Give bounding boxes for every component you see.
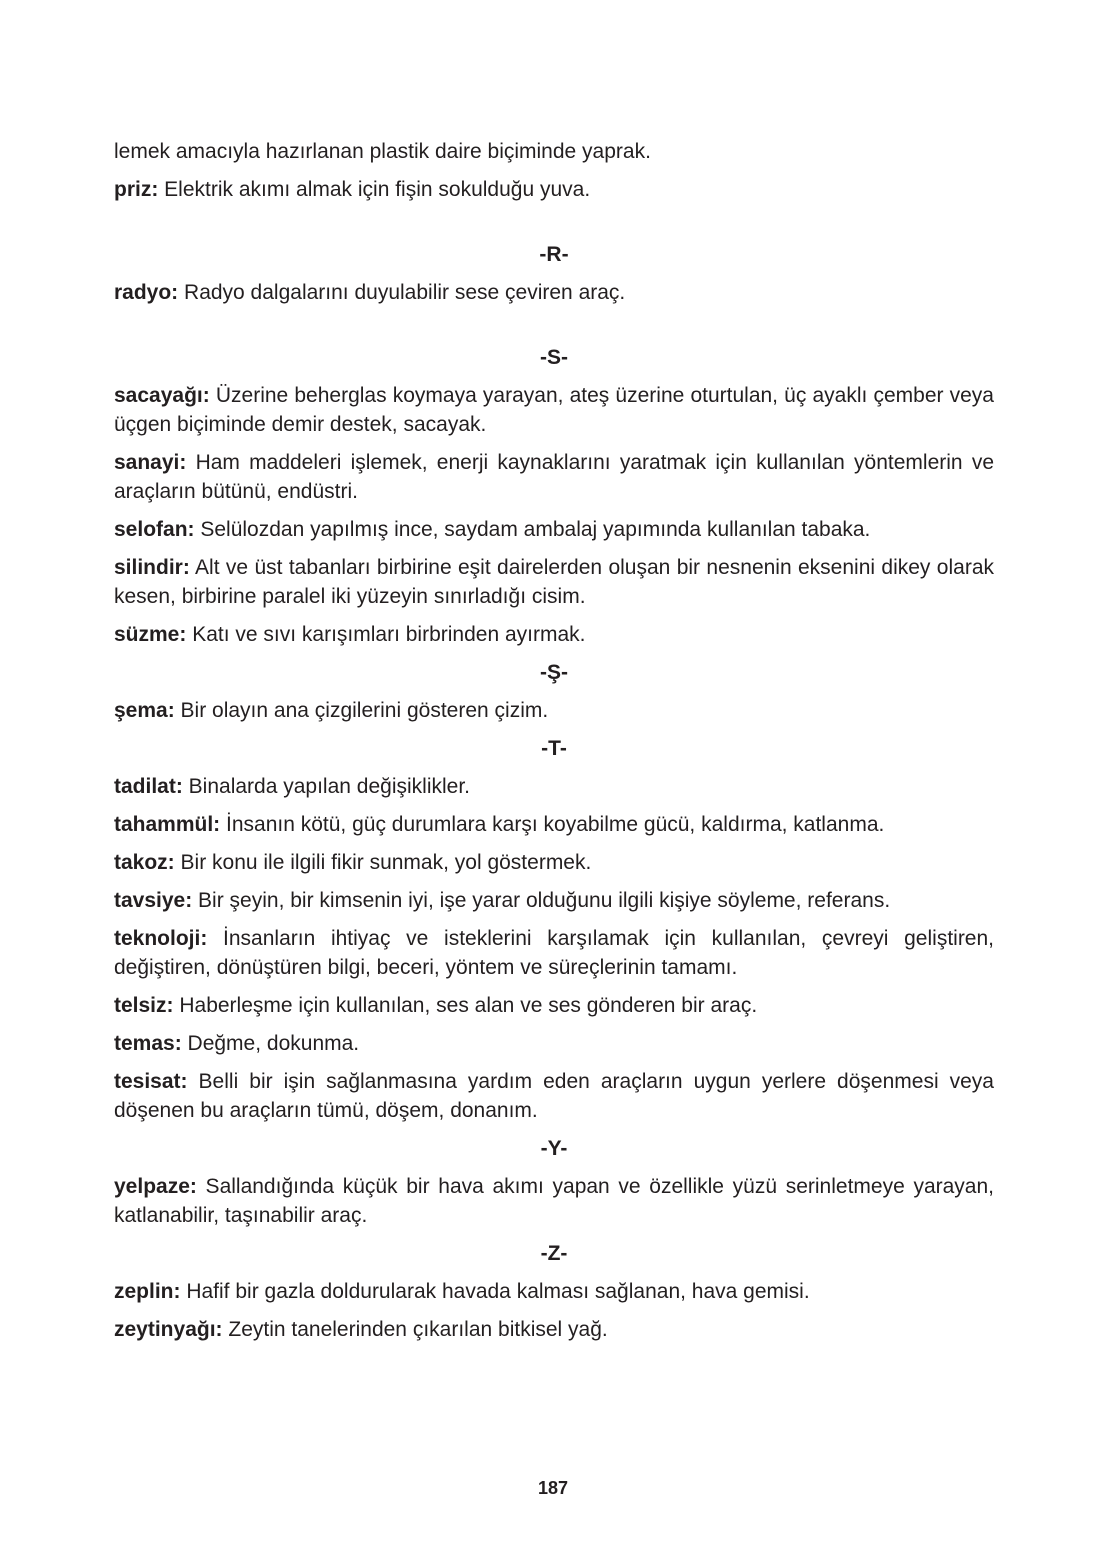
entry-term: sacayağı: [114,384,210,407]
entry-definition: Sallandığında küçük bir hava akımı yapan ve özellikle yüzü serinletmeye yarayan, katlanabilir, taşınabilir araç. [114,1175,994,1227]
glossary-section [114,1239,994,1344]
entry-term: takoz: [114,851,175,874]
entry-term: radyo: [114,281,179,304]
entry-term: süzme: [114,623,187,646]
glossary-entry [114,1067,994,1125]
glossary-entry [114,515,994,544]
entry-term: tavsiye: [114,889,193,912]
entry-definition: Alt ve üst tabanları birbirine eşit dairelerden oluşan bir nesnenin eksenini dikey olarak kesen, birbirine paralel iki yüzeyin sınırladığı cisim. [114,556,994,608]
entry-definition: Elektrik akımı almak için fişin sokulduğu yuva. [158,178,591,201]
entry-term: zeplin: [114,1280,181,1303]
entry-definition: Katı ve sıvı karışımları birbrinden ayırmak. [186,623,586,646]
entry-definition: İnsanın kötü, güç durumlara karşı koyabilme gücü, kaldırma, katlanma. [220,813,885,836]
entry-term: yelpaze: [114,1175,197,1198]
entry-definition: Ham maddeleri işlemek, enerji kaynaklarını yaratmak için kullanılan yöntemlerin ve araçların bütünü, endüstri. [114,451,994,503]
glossary-entry [114,278,994,307]
glossary-entry [114,924,994,982]
entry-term: şema: [114,699,175,722]
glossary-entry [114,991,994,1020]
letter-heading: -S- [540,346,568,369]
glossary-entry [114,1172,994,1230]
letter-heading: -T- [541,737,567,760]
glossary-section [114,175,994,204]
glossary-entry [114,696,994,725]
glossary-entry [114,553,994,611]
glossary-entry [114,772,994,801]
entry-term: tahammül: [114,813,221,836]
letter-heading: -Ş- [540,661,568,684]
entry-term: priz: [114,178,159,201]
entry-definition: Selülozdan yapılmış ince, saydam ambalaj yapımında kullanılan tabaka. [194,518,871,541]
entry-term: temas: [114,1032,182,1055]
entry-definition: Değme, dokunma. [181,1032,360,1055]
glossary-entry [114,1277,994,1306]
glossary-entry [114,175,994,204]
entry-term: telsiz: [114,994,174,1017]
entry-definition: Bir şeyin, bir kimsenin iyi, işe yarar olduğunu ilgili kişiye söyleme, referans. [192,889,891,912]
entry-term: tesisat: [114,1070,188,1093]
entry-definition: Bir konu ile ilgili fikir sunmak, yol göstermek. [174,851,592,874]
glossary-section [114,734,994,1125]
glossary-entry [114,1029,994,1058]
entry-definition: Hafif bir gazla doldurularak havada kalması sağlanan, hava gemisi. [180,1280,810,1303]
glossary-entry [114,810,994,839]
entry-definition: Üzerine beherglas koymaya yarayan, ateş üzerine oturtulan, üç ayaklı çember veya üçgen biçiminde demir destek, sacayak. [114,384,994,436]
continued-definition: lemek amacıyla hazırlanan plastik daire biçiminde yaprak. [114,140,651,163]
letter-heading: -Z- [540,1242,568,1265]
glossary-section [114,1134,994,1230]
entry-definition: Belli bir işin sağlanmasına yardım eden araçların uygun yerlere döşenmesi veya döşenen bu araçların tümü, döşem, donanım. [114,1070,994,1122]
page-number: 187 [537,1478,569,1498]
entry-definition: Binalarda yapılan değişiklikler. [182,775,471,798]
glossary-section [114,240,994,307]
glossary-entry [114,448,994,506]
letter-heading: -Y- [540,1137,568,1160]
entry-definition: Radyo dalgalarını duyulabilir sese çeviren araç. [178,281,626,304]
entry-term: teknoloji: [114,927,208,950]
letter-heading: -R- [539,243,569,266]
glossary-sections [114,175,994,1344]
entry-definition: Haberleşme için kullanılan, ses alan ve ses gönderen bir araç. [173,994,758,1017]
entry-term: silindir: [114,556,190,579]
glossary-entry [114,381,994,439]
glossary-entry [114,620,994,649]
entry-term: selofan: [114,518,195,541]
glossary-section [114,658,994,725]
glossary-entry [114,1315,994,1344]
entry-definition: Bir olayın ana çizgilerini gösteren çizim. [174,699,549,722]
entry-definition: İnsanların ihtiyaç ve isteklerini karşılamak için kullanılan, çevreyi geliştiren, değiştiren, dönüştüren bilgi, beceri, yöntem ve süreçlerinin tamamı. [114,927,994,979]
entry-term: tadilat: [114,775,183,798]
glossary-section [114,343,994,649]
entry-definition: Zeytin tanelerinden çıkarılan bitkisel yağ. [222,1318,608,1341]
glossary-entry [114,848,994,877]
glossary-page [114,137,994,1353]
glossary-entry [114,886,994,915]
entry-term: zeytinyağı: [114,1318,223,1341]
entry-term: sanayi: [114,451,187,474]
